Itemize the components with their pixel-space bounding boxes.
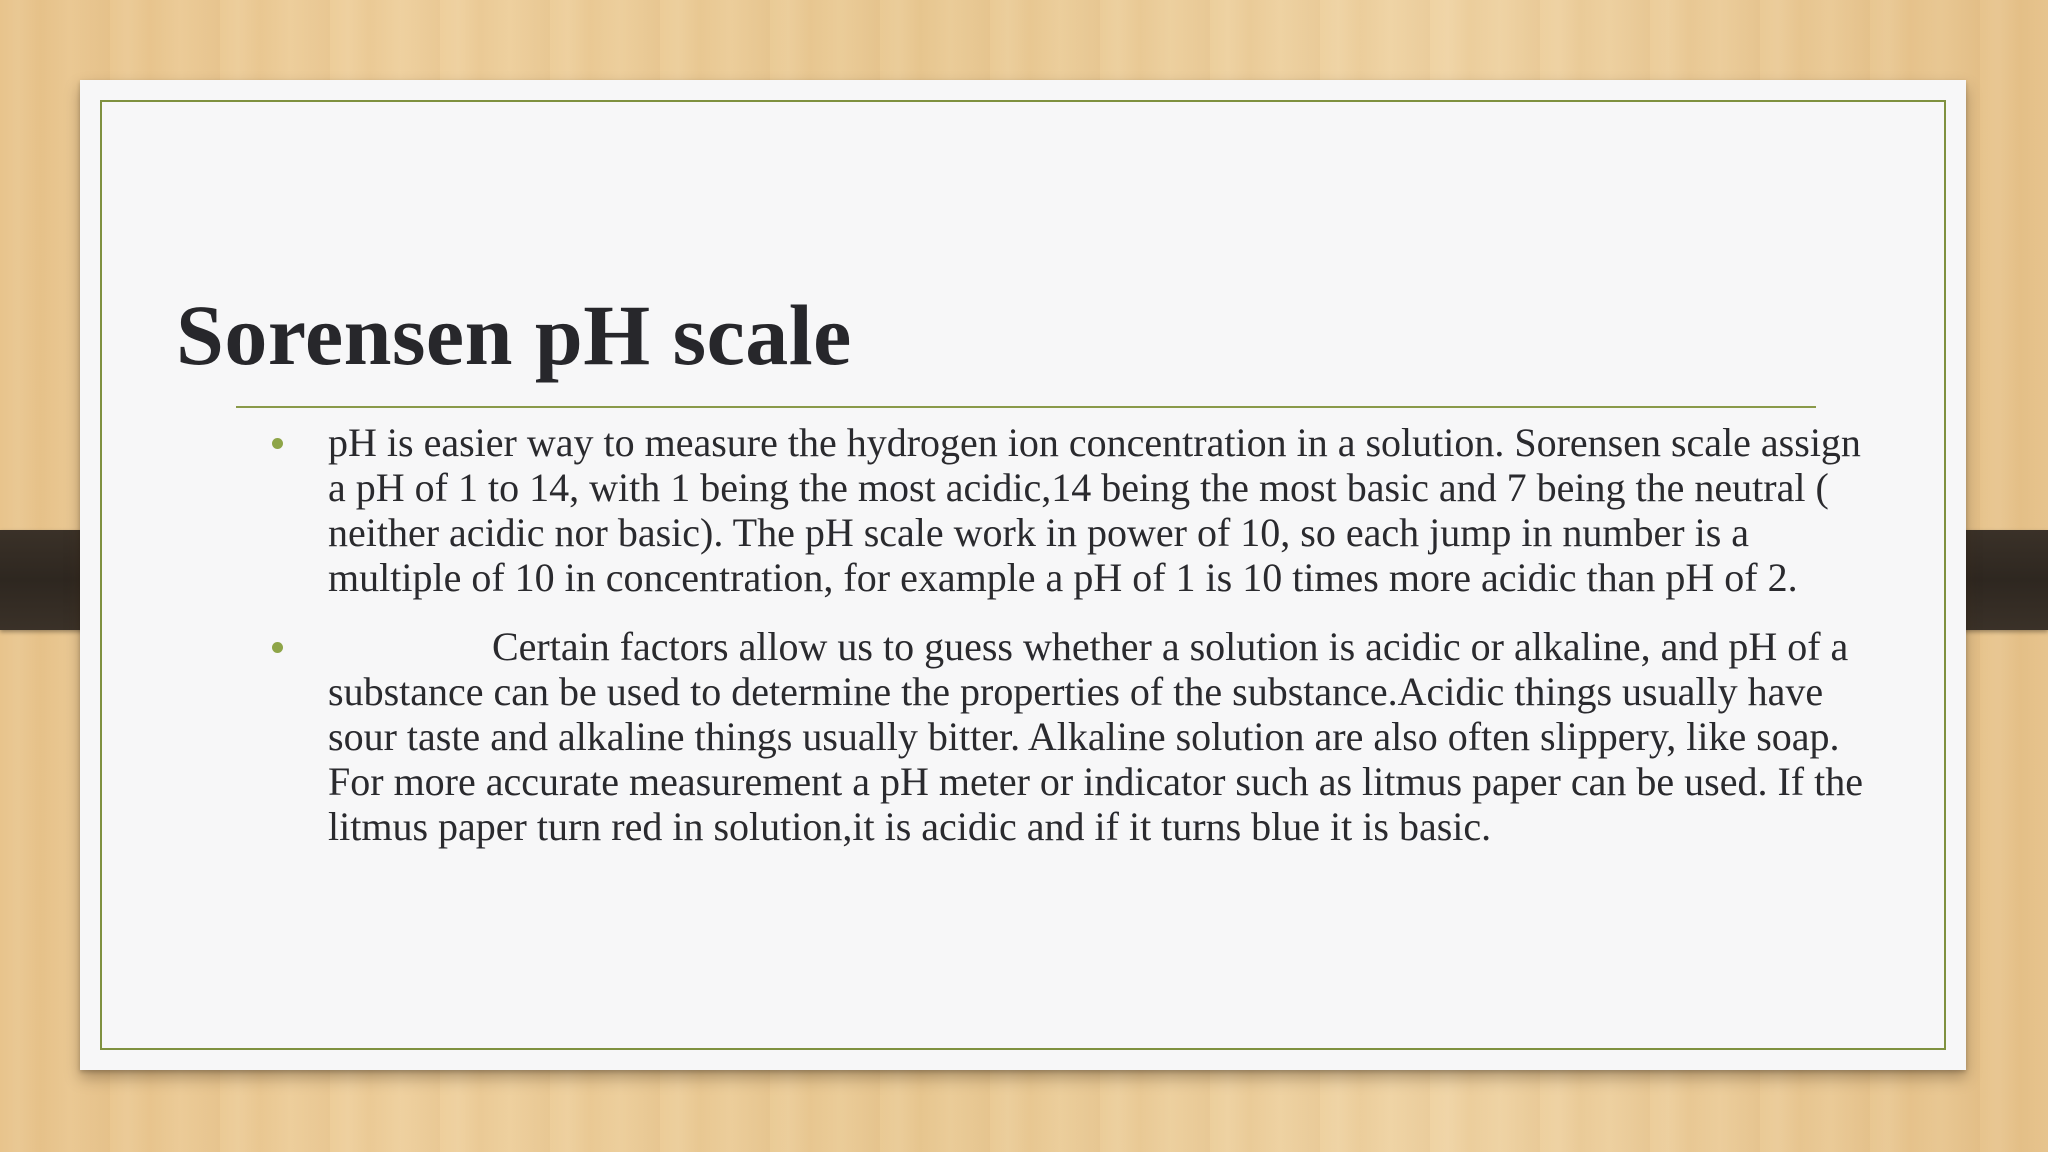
bullet-text [328,624,1868,849]
bullet-dot-icon [272,642,283,653]
bullet-text: pH is easier way to measure the hydrogen ion concentration in a solution. Sorensen scale assign a pH of 1 to 14, with 1 being the most acidic,14 being the most basic and 7 being the neutral ( neither acidic nor basic). The pH scale work in power of 10, so each jump in number is a multiple of 10 in concentration, for example a pH of 1 is 10 times more acidic than pH of 2. [328,420,1861,600]
slide-title: Sorensen pH scale [176,287,852,383]
bullet-dot-icon [272,438,283,449]
bullet-item [272,624,1868,849]
bullet-item [272,420,1868,600]
slide [80,80,1966,1070]
bullet-list [272,420,1868,873]
title-underline [236,406,1816,408]
bullet-text-content: Certain factors allow us to guess whether a solution is acidic or alkaline, and pH of a substance can be used to determine the properties of the substance.Acidic things usually have sour taste and alkaline things usually bitter. Alkaline solution are also often slippery, like soap. For more accurate measurement a pH meter or indicator such as litmus paper can be used. If the litmus paper turn red in solution,it is acidic and if it turns blue it is basic. [328,624,1863,849]
